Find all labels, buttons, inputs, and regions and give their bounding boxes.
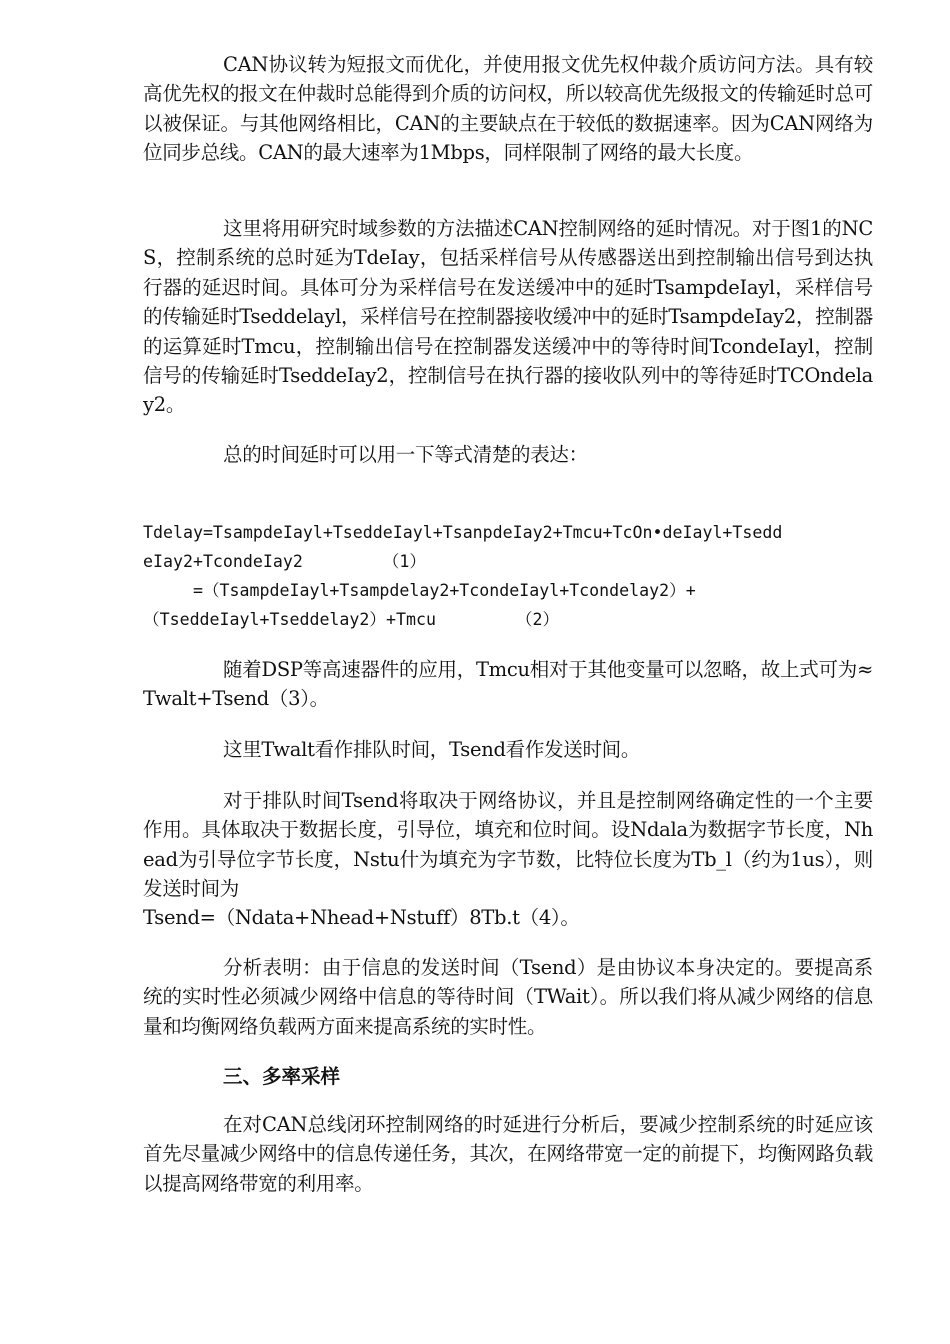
paragraph-formula-intro: 总的时间延时可以用一下等式清楚的表达： — [223, 443, 588, 466]
formula-line-3: =（TsampdeIayl+Tsampdelay2+TcondeIayl+Tcondelay2）+ — [143, 581, 696, 600]
formula-line-1: Tdelay=TsampdeIayl+TseddeIayl+TsanpdeIay2+Tmcu+TcOn•deIayl+Tsedd — [143, 523, 783, 542]
paragraph-multirate: 在对CAN总线闭环控制网络的时延进行分析后，要减少控制系统的时延应该首先尽量减少网络中的信息传递任务，其次，在网络带宽一定的前提下，均衡网路负载以提高网络带宽的利用率。 — [143, 1113, 873, 1195]
formula-line-2: eIay2+TcondeIay2 （1） — [143, 552, 426, 571]
paragraph-analysis: 分析表明：由于信息的发送时间（Tsend）是由协议本身决定的。要提高系统的实时性必须减少网络中信息的等待时间（TWait）。所以我们将从减少网络的信息量和均衡网络负载两方面来提高系统的实时性。 — [143, 956, 873, 1038]
formula-line-4: （TseddeIayl+Tseddelay2）+Tmcu （2） — [143, 610, 560, 629]
paragraph-can-protocol: CAN协议转为短报文而优化，并使用报文优先权仲裁介质访问方法。具有较高优先权的报文在仲裁时总能得到介质的访问权，所以较高优先级报文的传输延时总可以被保证。与其他网络相比，CAN的主要缺点在于较低的数据速率。因为CAN网络为位同步总线。CAN的最大速率为1Mbps，同样限制了网络的最大长度。 — [143, 53, 873, 165]
paragraph-dsp-approximation: 随着DSP等高速器件的应用，Tmcu相对于其他变量可以忽略，故上式可为≈Twalt+Tsend（3）。 — [143, 658, 873, 711]
paragraph-delay-description: 这里将用研究时域参数的方法描述CAN控制网络的延时情况。对于图1的NCS，控制系统的总时延为TdeIay，包括采样信号从传感器送出到控制输出信号到达执行器的延迟时间。具体可分为采样信号在发送缓冲中的延时TsampdeIayl，采样信号的传输延时Tseddelayl，采样信号在控制器接收缓冲中的延时TsampdeIay2，控制器的运算延时Tmcu，控制输出信号在控制器发送缓冲中的等待时间TcondeIayl，控制信号的传输延时TseddeIay2，控制信号在执行器的接收队列中的等待延时TCOndelay2。 — [143, 217, 873, 417]
paragraph-twalt-tsend: 这里Twalt看作排队时间，Tsend看作发送时间。 — [223, 738, 641, 761]
paragraph-queue-time: 对于排队时间Tsend将取决于网络协议，并且是控制网络确定性的一个主要作用。具体取决于数据长度，引导位，填充和位时间。设Ndala为数据字节长度，Nhead为引导位字节长度，Nstu什为填充为字节数，比特位长度为Tb_l（约为1us），则发送时间为 — [143, 789, 873, 901]
paragraph-send-time-formula: Tsend=（Ndata+Nhead+Nstuff）8Tb.t（4）。 — [143, 906, 580, 929]
section-heading: 三、多率采样 — [223, 1065, 341, 1088]
